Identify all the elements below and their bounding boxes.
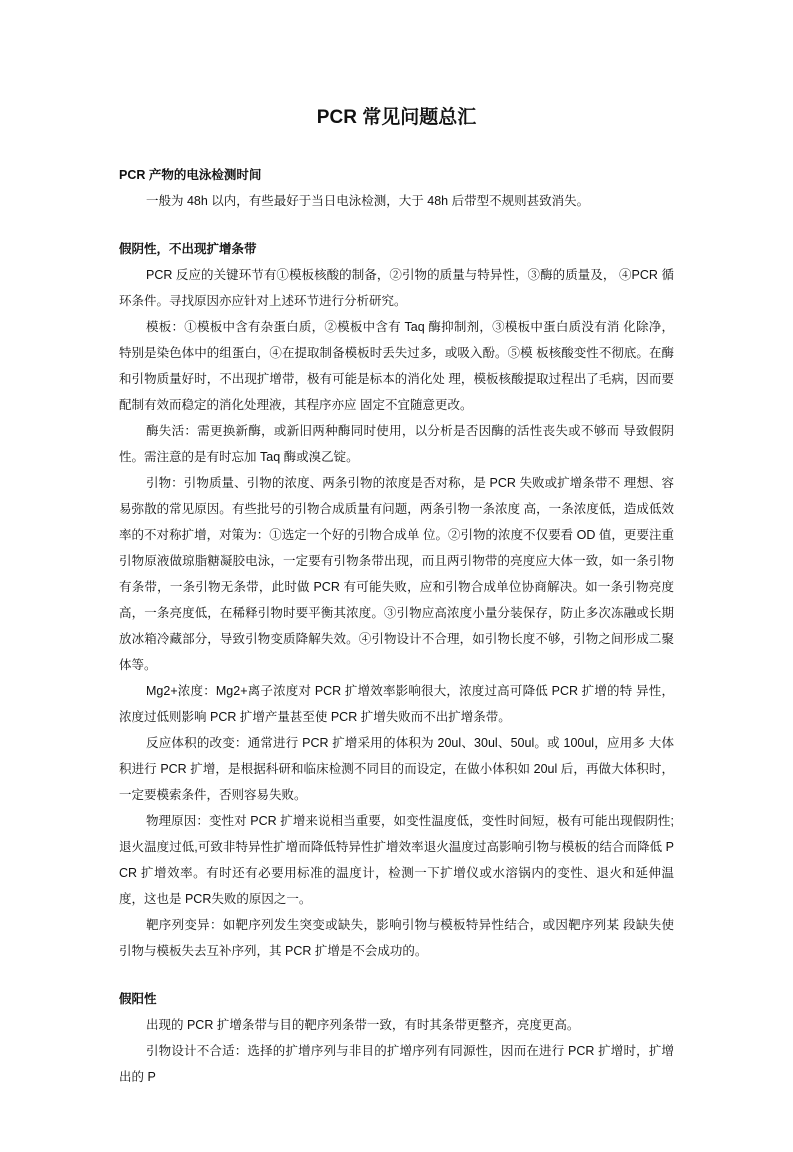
- paragraph-line: 一般为 48h 以内，有些最好于当日电泳检测，大于 48h 后带型不规则甚致消失。: [146, 194, 590, 208]
- paragraph-line: 注意的是有时忘加 Taq 酶或溴乙锭。: [156, 450, 359, 464]
- paragraph: [119, 1012, 674, 1038]
- paragraph: [119, 314, 674, 418]
- paragraph-line: 定的消化处理液，其程序亦应 固定不宜随意更改。: [194, 398, 473, 412]
- paragraph: [119, 730, 674, 808]
- paragraph-line: 模板：①模板中含有杂蛋白质，②模板中含有 Taq 酶抑制剂，③模板中蛋白质没有消 化除净，特别: [119, 320, 674, 360]
- document-section: [119, 162, 674, 214]
- paragraph-line: 出现的 PCR 扩增条带与目的靶序列条带一致，有时其条带更整齐，亮度更高。: [146, 1018, 580, 1032]
- paragraph: [119, 678, 674, 730]
- paragraph-line: 引物时要平衡其浓度。③引物应高浓度小量分装保存，防止多次冻融或长期放冰箱冷藏部分，导致引物变: [119, 606, 674, 646]
- paragraph-line: 是染色体中的组蛋白，④在提取制备模板时丢失过多，或吸入酚。⑤模 板核酸变性不彻底。在酶和引物质: [119, 346, 674, 386]
- paragraph-line: 模板失去互补序列，其 PCR 扩增是不会成功的。: [156, 944, 428, 958]
- paragraph-line: 质降解失效。④引物设计不合理，如引物长度不够，引物之间形成二聚体等。: [119, 632, 674, 672]
- paragraph-line: 效率。有时还有必要用标准的温度计，检测一下扩增仪或水溶锅内的变性、退火和延伸温度，这也是 PCR: [119, 866, 674, 906]
- paragraph: [119, 1038, 674, 1090]
- paragraph: [119, 470, 674, 678]
- paragraph-line: 件。寻找原因亦应针对上述环节进行分析研究。: [144, 294, 407, 308]
- paragraph-line: 行 PCR 扩增，是根据科研和临床检测不同目的而设定，在做小体积如 20ul 后，再做大体积时，一定要模: [119, 762, 674, 802]
- paragraph-line: 引物设计不合适：选择的扩增序列与非目的扩增序列有同源性，因而在进行 PCR 扩增时，扩增出的 P: [119, 1044, 674, 1084]
- section-heading: 假阴性，不出现扩增条带: [119, 242, 257, 256]
- paragraph: [119, 418, 674, 470]
- paragraph: [119, 808, 674, 912]
- paragraph-line: 温度过低,可致非特异性扩增而降低特异性扩增效率退火温度过高影响引物与模板的结合而降低 PCR 扩增: [119, 840, 674, 880]
- paragraph-line: 引物：引物质量、引物的浓度、两条引物的浓度是否对称，是 PCR 失败或扩增条带不 理想、容易弥: [119, 476, 674, 516]
- section-heading: 假阳性: [119, 992, 157, 1006]
- paragraph-line: 索条件，否则容易失败。: [169, 788, 307, 802]
- paragraph-line: 过低则影响 PCR 扩增产量甚至使 PCR 扩增失败而不出扩增条带。: [144, 710, 511, 724]
- document-body: [119, 132, 674, 1152]
- paragraph-line: 物理原因：变性对 PCR 扩增来说相当重要，如变性温度低，变性时间短，极有可能出现假阴性;退火: [119, 814, 674, 854]
- paragraph-line: 无条带，此时做 PCR 有可能失败，应和引物合成单位协商解决。如一条引物亮度高，一条亮度低，在稀释: [119, 580, 674, 620]
- paragraph: [119, 262, 674, 314]
- paragraph-line: 称扩增，对策为：①选定一个好的引物合成单 位。②引物的浓度不仅要看 OD 值，更要注重引物原液做琼: [119, 528, 674, 568]
- paragraph-line: 靶序列变异：如靶序列发生突变或缺失，影响引物与模板特异性结合，或因靶序列某 段缺失使引物与: [119, 918, 674, 958]
- paragraph: [119, 912, 674, 964]
- paragraph-line: PCR 反应的关键环节有①模板核酸的制备，②引物的质量与特异性，③酶的质量及， ④PCR 循环条: [119, 268, 674, 308]
- paragraph-line: Mg2+浓度：Mg2+离子浓度对 PCR 扩增效率影响很大，浓度过高可降低 PCR 扩增的特 异性，浓度: [119, 684, 674, 724]
- paragraph-line: 失败的原因之一。: [211, 892, 312, 906]
- paragraph-line: 脂糖凝胶电泳，一定要有引物条带出现，而且两引物带的亮度应大体一致，如一条引物有条带，一条引物: [119, 554, 674, 594]
- section-heading: PCR 产物的电泳检测时间: [119, 168, 262, 182]
- paragraph-line: 散的常见原因。有些批号的引物合成质量有问题，两条引物一条浓度 高，一条浓度低，造成低效率的不对: [119, 502, 674, 542]
- paragraph-line: 量好时，不出现扩增带，极有可能是标本的消化处 理，模板核酸提取过程出了毛病，因而要配制有效而稳: [119, 372, 674, 412]
- document-section: [119, 986, 674, 1090]
- paragraph: [119, 188, 674, 214]
- paragraph-line: 反应体积的改变：通常进行 PCR 扩增采用的体积为 20ul、30ul、50ul。或 100ul，应用多 大体积进: [119, 736, 674, 776]
- document-title: PCR 常见问题总汇: [316, 107, 477, 128]
- paragraph-line: 酶失活：需更换新酶，或新旧两种酶同时使用，以分析是否因酶的活性丧失或不够而 导致假阴性。需: [119, 424, 674, 464]
- document-section: [119, 236, 674, 964]
